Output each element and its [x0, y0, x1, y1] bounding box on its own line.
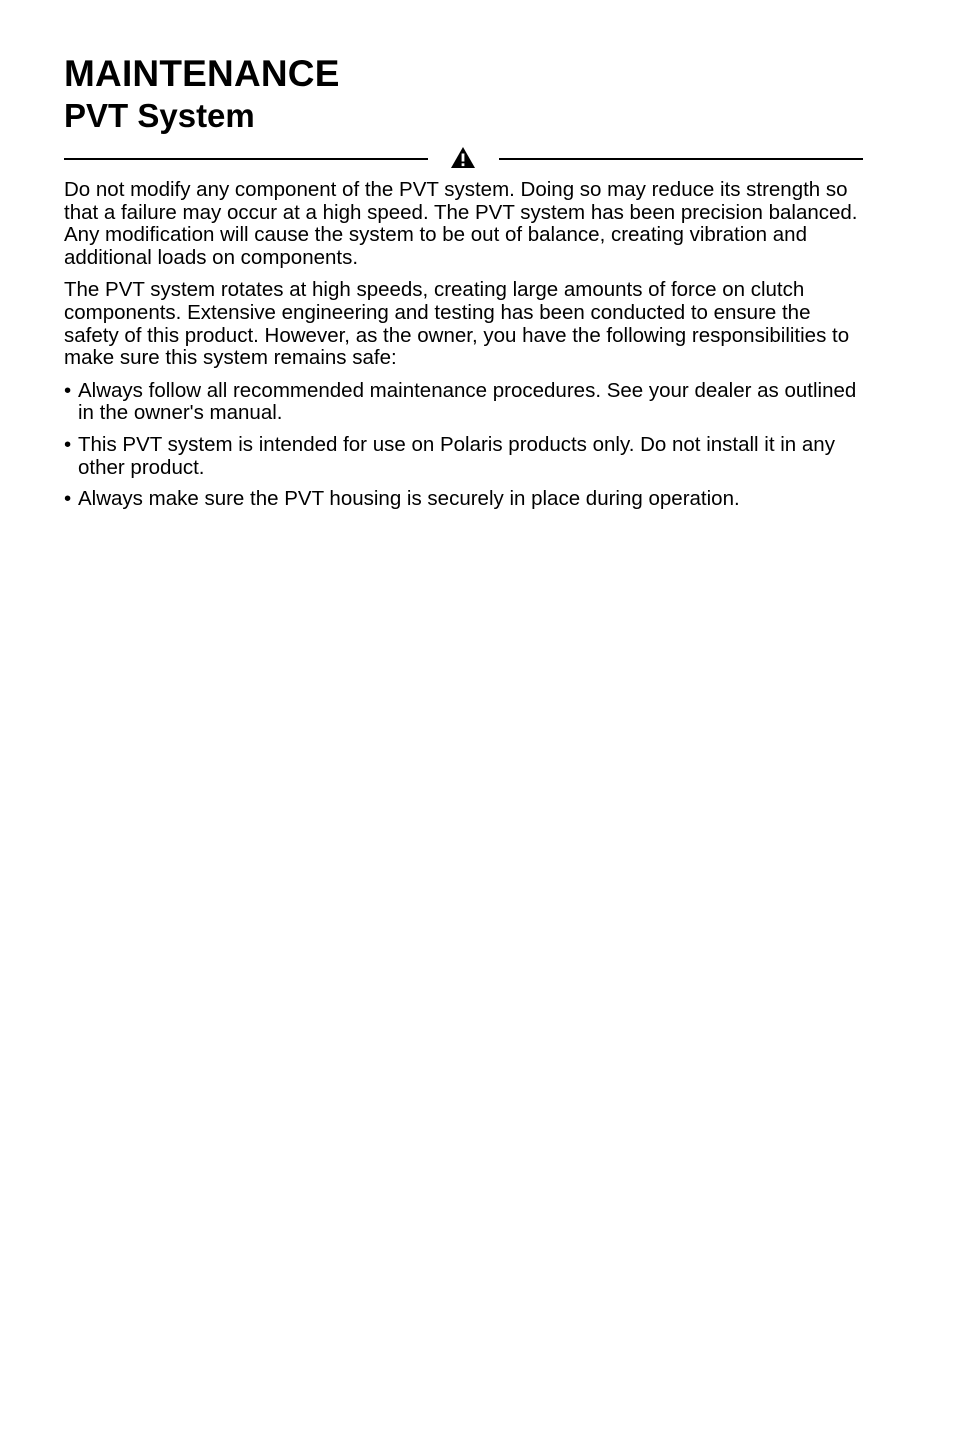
list-item [64, 434, 864, 479]
list-item [64, 488, 864, 511]
list-item-text: Always follow all recommended maintenance procedures. See your dealer as outlined in the owner's manual. [78, 378, 857, 425]
warning-divider [64, 144, 863, 174]
subsection-title: PVT System [64, 97, 255, 134]
responsibility-list [64, 380, 864, 511]
bullet-marker: • [64, 487, 72, 511]
section-title: MAINTENANCE [64, 53, 340, 94]
warning-triangle-icon [450, 146, 476, 169]
warning-paragraph: The PVT system rotates at high speeds, creating large amounts of force on clutch components. Extensive engineering and testing has been conducted to ensure the safety of this product. However, as the owner, you have the following responsibilities to make sure this system remains safe: [64, 278, 850, 370]
bullet-marker: • [64, 432, 72, 456]
list-item-text: This PVT system is intended for use on Polaris products only. Do not install it in any other product. [78, 432, 835, 479]
bullet-marker: • [64, 378, 72, 402]
divider-rule-left [64, 158, 428, 160]
document-page [64, 52, 864, 520]
list-item [64, 380, 864, 425]
divider-rule-right [499, 158, 863, 160]
list-item-text: Always make sure the PVT housing is securely in place during operation. [78, 487, 740, 511]
warning-paragraph: Do not modify any component of the PVT system. Doing so may reduce its strength so that a failure may occur at a high speed. The PVT system has been precision balanced. Any modification will cause the system to be out of balance, creating vibration and additional loads on components. [64, 178, 858, 269]
